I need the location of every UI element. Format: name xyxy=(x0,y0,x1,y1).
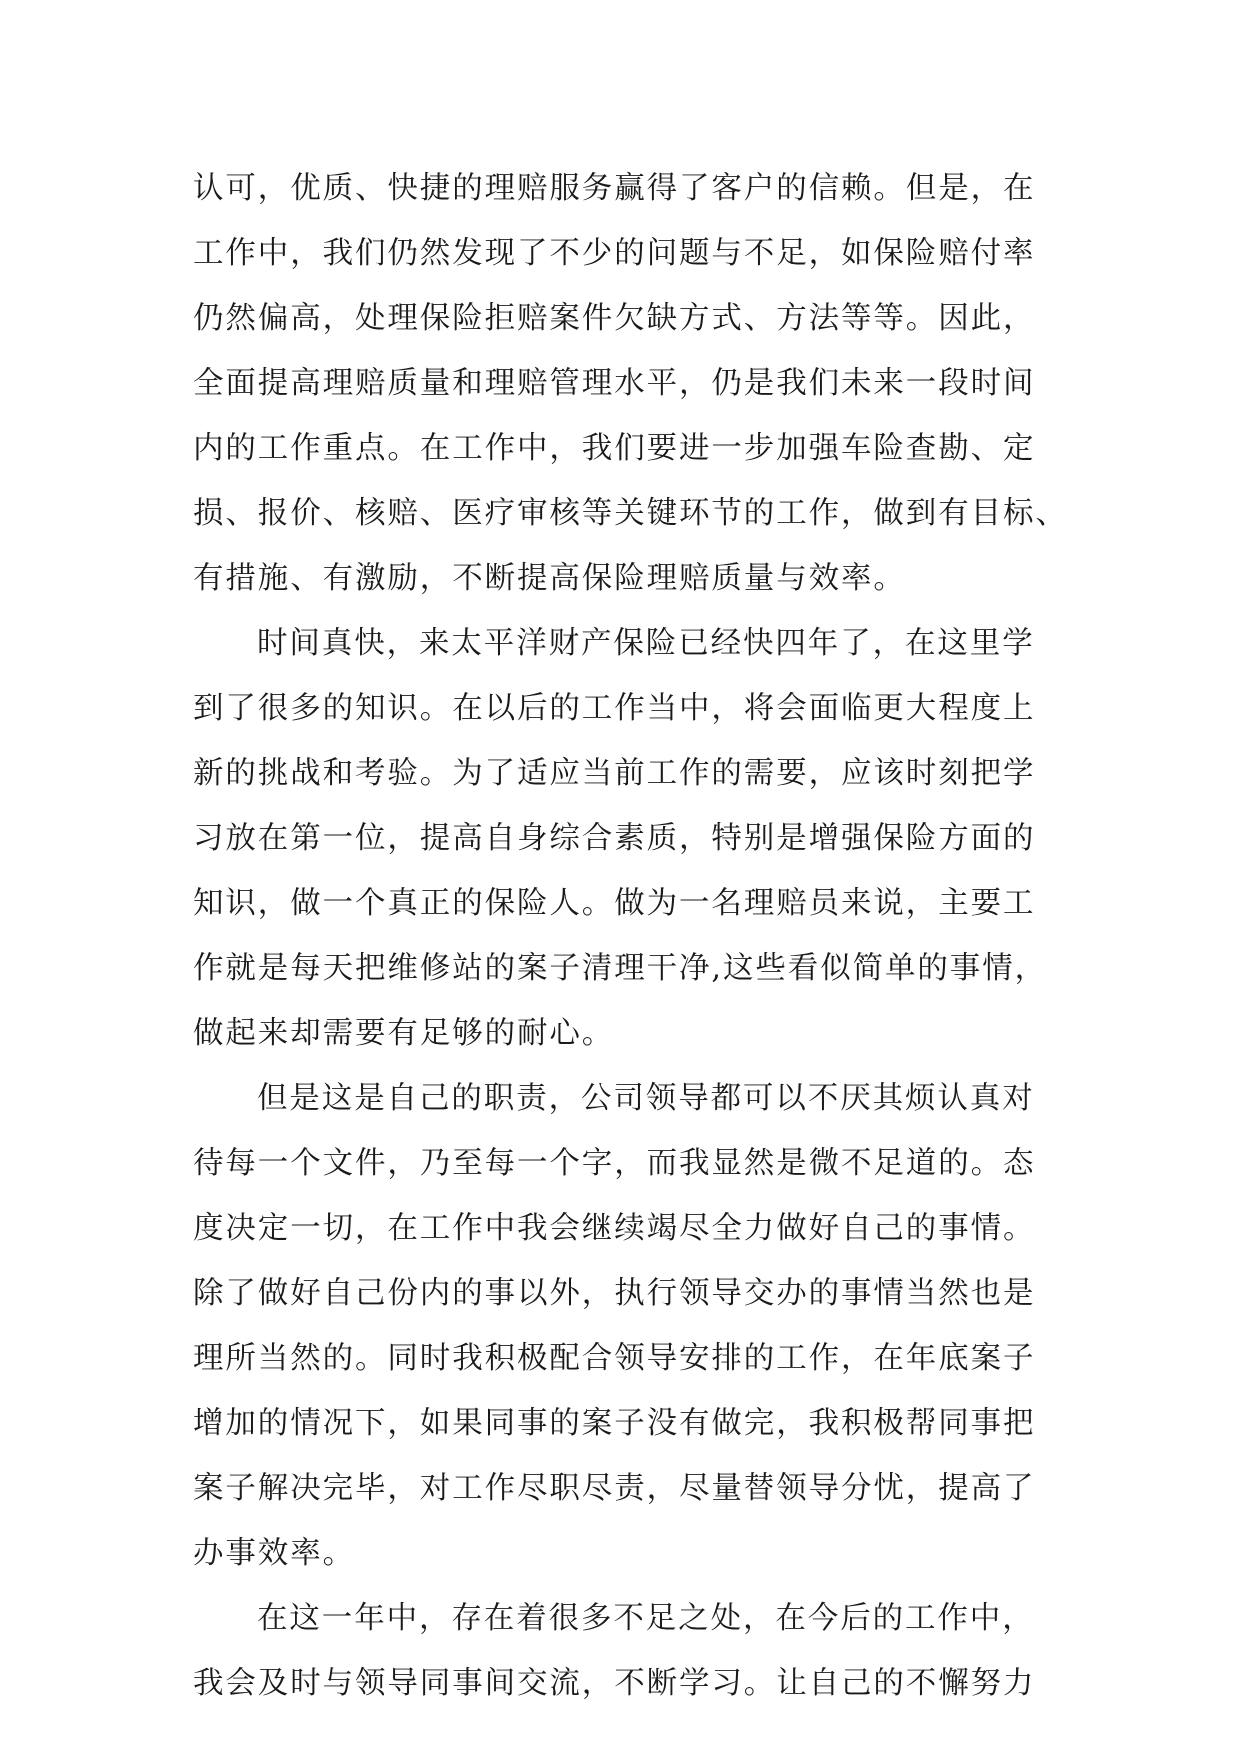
text-line: 案子解决完毕，对工作尽职尽责，尽量替领导分忧，提高了 xyxy=(193,1471,1036,1506)
text-line: 全面提高理赔质量和理赔管理水平，仍是我们未来一段时间 xyxy=(193,366,1036,401)
text-line: 作就是每天把维修站的案子清理干净,这些看似简单的事情， xyxy=(193,951,1047,986)
text-line: 待每一个文件，乃至每一个字，而我显然是微不足道的。态 xyxy=(193,1146,1036,1181)
body-text xyxy=(193,156,1073,1716)
text-line: 仍然偏高，处理保险拒赔案件欠缺方式、方法等等。因此， xyxy=(193,301,1036,336)
text-line: 工作中，我们仍然发现了不少的问题与不足，如保险赔付率 xyxy=(193,236,1036,271)
text-line: 办事效率。 xyxy=(193,1536,355,1571)
paragraph-start-line: 但是这是自己的职责，公司领导都可以不厌其烦认真对 xyxy=(257,1081,1035,1116)
text-line: 我会及时与领导同事间交流，不断学习。让自己的不懈努力 xyxy=(193,1666,1036,1701)
paragraph-start-line: 时间真快，来太平洋财产保险已经快四年了，在这里学 xyxy=(257,626,1035,661)
text-line: 有措施、有激励，不断提高保险理赔质量与效率。 xyxy=(193,561,906,596)
text-line: 除了做好自己份内的事以外，执行领导交办的事情当然也是 xyxy=(193,1276,1036,1311)
text-line: 做起来却需要有足够的耐心。 xyxy=(193,1016,615,1051)
text-line: 知识，做一个真正的保险人。做为一名理赔员来说，主要工 xyxy=(193,886,1036,921)
text-line: 理所当然的。同时我积极配合领导安排的工作，在年底案子 xyxy=(193,1341,1036,1376)
text-line: 度决定一切，在工作中我会继续竭尽全力做好自己的事情。 xyxy=(193,1211,1036,1246)
paragraph-start-line: 在这一年中，存在着很多不足之处，在今后的工作中， xyxy=(257,1601,1035,1636)
text-line: 习放在第一位，提高自身综合素质，特别是增强保险方面的 xyxy=(193,821,1036,856)
text-line: 新的挑战和考验。为了适应当前工作的需要，应该时刻把学 xyxy=(193,756,1036,791)
text-line: 损、报价、核赔、医疗审核等关键环节的工作，做到有目标、 xyxy=(193,496,1068,531)
text-line: 内的工作重点。在工作中，我们要进一步加强车险查勘、定 xyxy=(193,431,1036,466)
text-line: 增加的情况下，如果同事的案子没有做完，我积极帮同事把 xyxy=(193,1406,1036,1441)
text-line: 认可，优质、快捷的理赔服务赢得了客户的信赖。但是，在 xyxy=(193,171,1036,206)
text-line: 到了很多的知识。在以后的工作当中，将会面临更大程度上 xyxy=(193,691,1036,726)
